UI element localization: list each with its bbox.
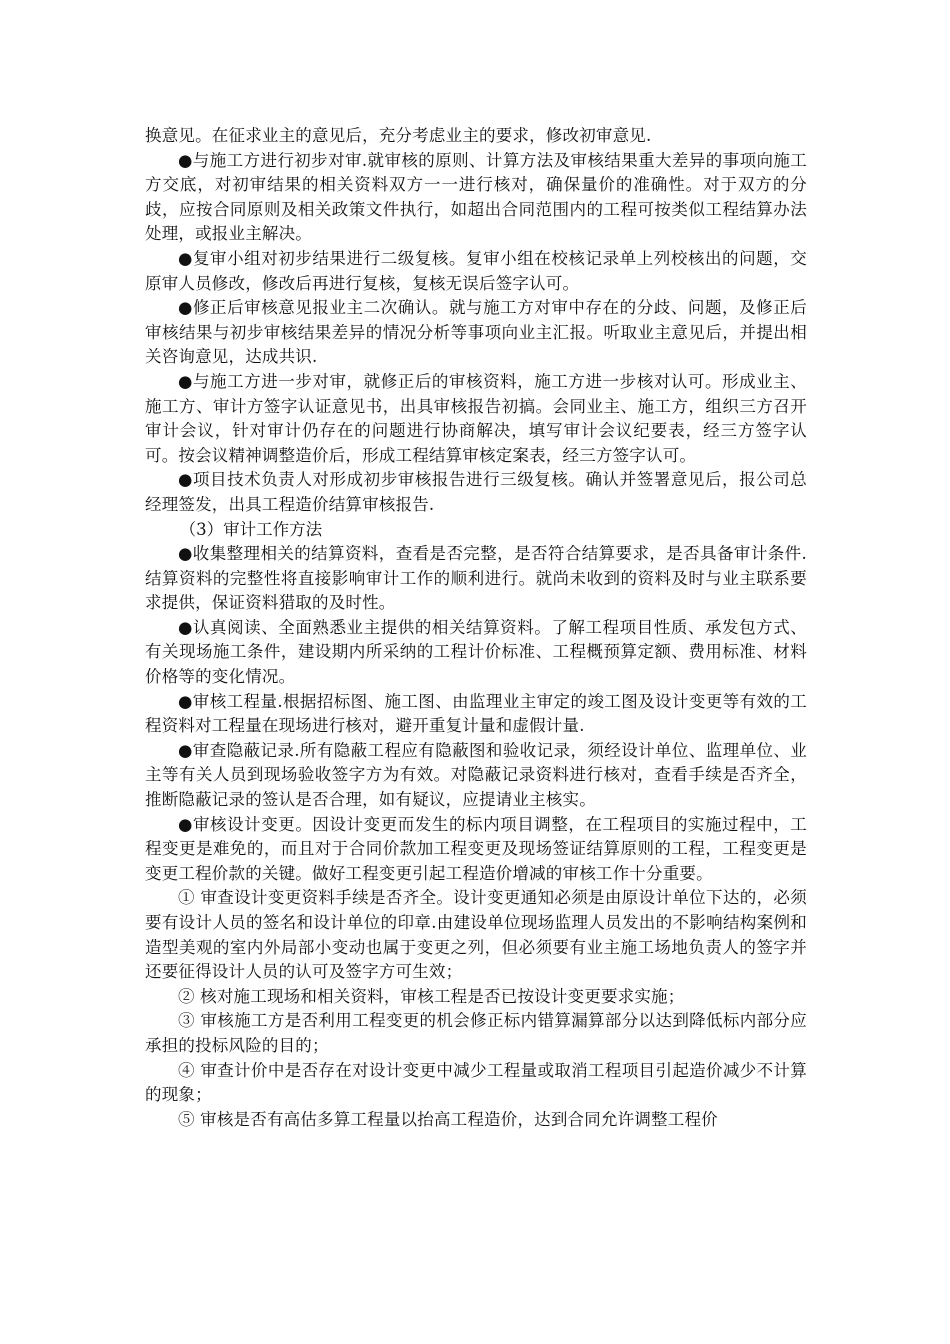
- paragraph-quantity-review: ●审核工程量.根据招标图、施工图、由监理业主审定的竣工图及设计变更等有效的工程资料对工程量在现场进行核对，避开重复计量和虚假计量.: [145, 691, 807, 736]
- paragraph-hidden-records: ●审查隐蔽记录.所有隐蔽工程应有隐蔽图和验收记录，须经设计单位、监理单位、业主等有关人员到现场验收签字方为有效。对隐蔽记录资料进行核对，查看手续是否齐全，推断隐蔽记录的签认是否合理，如有疑议，应提请业主核实。: [145, 740, 807, 810]
- section-heading: （3）审计工作方法: [179, 519, 323, 539]
- paragraph-design-changes: ●审核设计变更。因设计变更而发生的标内项目调整，在工程项目的实施过程中，工程变更是难免的，而且对于合同价款加工程变更及现场签证结算原则的工程，工程变更是变更工程价款的关键。做好工程变更引起工程造价增减的审核工作十分重要。: [145, 814, 807, 883]
- document-page: [145, 124, 807, 1132]
- list-item-3: ③ 审核施工方是否利用工程变更的机会修正标内错算漏算部分以达到降低标内部分应承担的投标风险的目的；: [145, 1011, 807, 1055]
- list-item-5: ⑤ 审核是否有高估多算工程量以抬高工程造价，达到合同允许调整工程价: [178, 1109, 718, 1129]
- paragraph-read-materials: ●认真阅读、全面熟悉业主提供的相关结算资料。了解工程项目性质、承发包方式、有关现场施工条件，建设期内所采纳的工程计价标准、工程概预算定额、费用标准、材料价格等的变化情况。: [145, 617, 807, 687]
- paragraph-second-level-check: ●复审小组对初步结果进行二级复核。复审小组在校核记录单上列校核出的问题，交原审人员修改，修改后再进行复核，复核无误后签字认可。: [145, 248, 807, 293]
- paragraph-preliminary-review: ●与施工方进行初步对审.就审核的原则、计算方法及审核结果重大差异的事项向施工方交底，对初审结果的相关资料双方一一进行核对，确保量价的准确性。对于双方的分歧，应按合同原则及相关政策文件执行，如超出合同范围内的工程可按类似工程结算办法处理，或报业主解决。: [145, 150, 807, 244]
- paragraph-continuation: 换意见。在征求业主的意见后，充分考虑业主的要求，修改初审意见.: [145, 126, 652, 145]
- paragraph-further-review: ●与施工方进一步对审，就修正后的审核资料，施工方进一步核对认可。形成业主、施工方、审计方签字认证意见书，出具审核报告初搞。会同业主、施工方，组织三方召开审计会议，针对审计仍存在的问题进行协商解决，填写审计会议纪要表，经三方签字认可。按会议精神调整造价后，形成工程结算审核定案表，经三方签字认可。: [145, 371, 807, 465]
- paragraph-third-level-check: ●项目技术负责人对形成初步审核报告进行三级复核。确认并签署意见后，报公司总经理签发，出具工程造价结算审核报告.: [145, 470, 807, 514]
- paragraph-collect-materials: ●收集整理相关的结算资料，查看是否完整，是否符合结算要求，是否具备审计条件.结算资料的完整性将直接影响审计工作的顺利进行。就尚未收到的资料及时与业主联系要求提供，保证资料猎取的及时性。: [145, 544, 807, 613]
- list-item-4: ④ 审查计价中是否存在对设计变更中减少工程量或取消工程项目引起造价减少不计算的现象；: [145, 1060, 807, 1105]
- list-item-2: ② 核对施工现场和相关资料，审核工程是否已按设计变更要求实施；: [178, 986, 685, 1006]
- paragraph-owner-confirmation: ●修正后审核意见报业主二次确认。就与施工方对审中存在的分歧、问题，及修正后审核结果与初步审核结果差异的情况分析等事项向业主汇报。听取业主意见后，并提出相关咨询意见，达成共识.: [145, 298, 807, 367]
- list-item-1: ① 审查设计变更资料手续是否齐全。设计变更通知必须是由原设计单位下达的，必须要有设计人员的签名和设计单位的印章.由建设单位现场监理人员发出的不影响结构案例和造型美观的室内外局部小变动也属于变更之列，但必须要有业主施工场地负责人的签字并还要征得设计人员的认可及签字方可生效；: [145, 888, 807, 982]
